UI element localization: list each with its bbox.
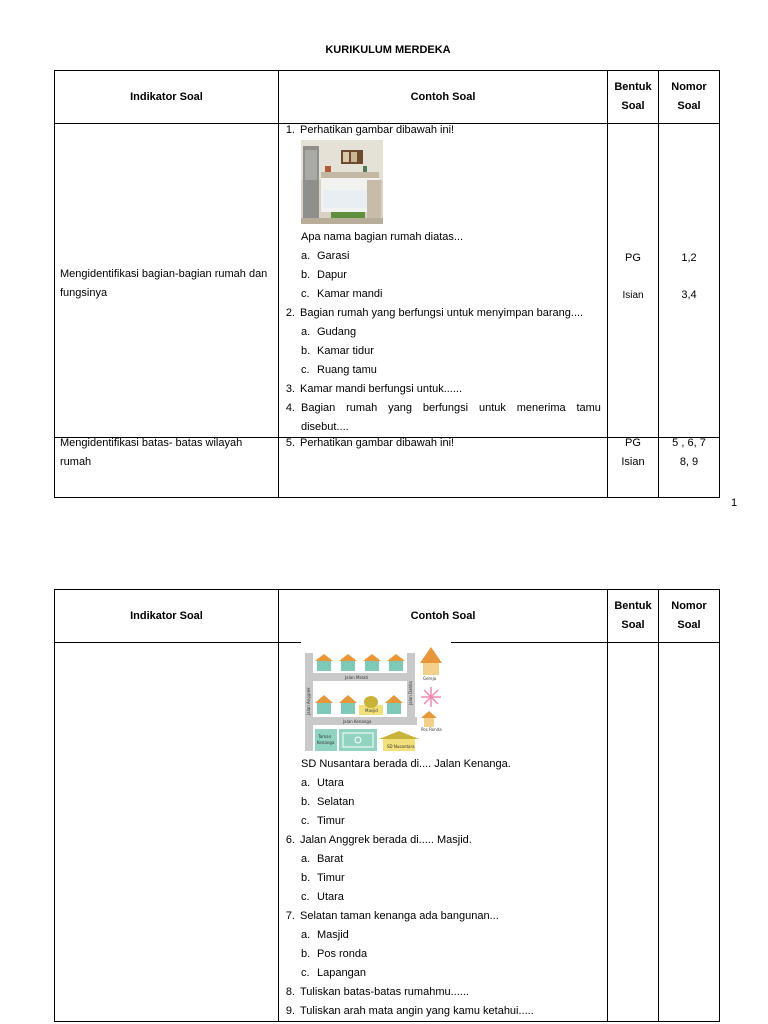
table-row bbox=[55, 643, 720, 1022]
header-contoh: Contoh Soal bbox=[279, 590, 608, 643]
question-8: 8. Tuliskan batas-batas rumahmu...... bbox=[285, 986, 469, 998]
svg-text:Jalan Melati: Jalan Melati bbox=[345, 675, 369, 680]
list-item: b. Dapur bbox=[301, 269, 347, 281]
list-item: c. Kamar mandi bbox=[301, 288, 383, 300]
question-7: 7. Selatan taman kenanga ada bangunan... bbox=[285, 910, 499, 922]
nomor-cell bbox=[659, 643, 720, 1022]
list-item: a. Utara bbox=[301, 777, 344, 789]
table-header-row bbox=[55, 590, 720, 643]
table-header-row bbox=[55, 71, 720, 124]
question-2: 2. Bagian rumah yang berfungsi untuk menyimpan barang.... bbox=[285, 307, 584, 319]
svg-text:Pos Ronda: Pos Ronda bbox=[421, 727, 442, 732]
header-indikator: Indikator Soal bbox=[55, 590, 279, 643]
list-item: a. Gudang bbox=[301, 326, 357, 338]
question-5-text: SD Nusantara berada di.... Jalan Kenanga. bbox=[301, 758, 511, 770]
contoh-cell bbox=[279, 124, 608, 438]
contoh-cell bbox=[279, 643, 608, 1022]
svg-text:Kenanga: Kenanga bbox=[317, 740, 335, 745]
header-nomor: Nomor Soal bbox=[659, 590, 720, 643]
list-item: c. Utara bbox=[301, 891, 344, 903]
svg-text:SD Nusantara: SD Nusantara bbox=[387, 744, 415, 749]
question-6: 6. Jalan Anggrek berada di..... Masjid. bbox=[285, 834, 472, 846]
list-item: b. Pos ronda bbox=[301, 948, 368, 960]
svg-text:Taman: Taman bbox=[318, 734, 332, 739]
question-9: 9. Tuliskan arah mata angin yang kamu ketahui..... bbox=[285, 1005, 534, 1017]
bentuk-cell: PG Isian bbox=[608, 438, 659, 498]
question-1: 1. Perhatikan gambar dibawah ini! bbox=[285, 124, 455, 136]
table-row bbox=[55, 438, 720, 498]
kitchen-image bbox=[279, 140, 607, 228]
neighborhood-map-icon bbox=[301, 645, 451, 755]
nomor-cell: 1,2 3,4 bbox=[659, 124, 720, 438]
svg-text:Jalan Kenanga: Jalan Kenanga bbox=[343, 719, 372, 724]
question-3: 3. Kamar mandi berfungsi untuk...... bbox=[285, 383, 463, 395]
table-row bbox=[55, 124, 720, 438]
header-contoh: Contoh Soal bbox=[279, 71, 608, 124]
header-bentuk: Bentuk Soal bbox=[608, 590, 659, 643]
indikator-cell: Mengidentifikasi batas- batas wilayah rumah bbox=[55, 438, 279, 498]
map-image bbox=[279, 643, 607, 755]
question-table-2 bbox=[54, 589, 720, 1022]
contoh-cell bbox=[279, 438, 608, 498]
header-nomor: Nomor Soal bbox=[659, 71, 720, 124]
list-item: b. Selatan bbox=[301, 796, 355, 808]
list-item: c. Timur bbox=[301, 815, 345, 827]
nomor-cell: 5 , 6, 7 8, 9 bbox=[659, 438, 720, 498]
list-item: a. Barat bbox=[301, 853, 344, 865]
indikator-cell bbox=[55, 643, 279, 1022]
list-item: b. Kamar tidur bbox=[301, 345, 374, 357]
list-item: a. Garasi bbox=[301, 250, 350, 262]
list-item: c. Lapangan bbox=[301, 967, 366, 979]
indikator-cell: Mengidentifikasi bagian-bagian rumah dan fungsinya bbox=[55, 124, 279, 438]
bentuk-cell bbox=[608, 643, 659, 1022]
svg-text:Gereja: Gereja bbox=[423, 676, 437, 681]
bentuk-cell: PG Isian bbox=[608, 124, 659, 438]
question-5: 5. Perhatikan gambar dibawah ini! bbox=[285, 437, 455, 449]
header-bentuk: Bentuk Soal bbox=[608, 71, 659, 124]
question-1-text: Apa nama bagian rumah diatas... bbox=[301, 231, 464, 243]
question-table-1 bbox=[54, 70, 720, 498]
kitchen-photo-icon bbox=[301, 140, 383, 224]
svg-text:Masjid: Masjid bbox=[365, 708, 378, 713]
page-number: 1 bbox=[731, 497, 738, 509]
svg-text:Jalan Dahlia: Jalan Dahlia bbox=[408, 681, 413, 705]
header-indikator: Indikator Soal bbox=[55, 71, 279, 124]
list-item: c. Ruang tamu bbox=[301, 364, 377, 376]
question-4: 4. Bagian rumah yang berfungsi untuk menerima tamu disebut.... bbox=[285, 402, 601, 433]
list-item: a. Masjid bbox=[301, 929, 349, 941]
document-title: KURIKULUM MERDEKA bbox=[325, 44, 451, 56]
list-item: b. Timur bbox=[301, 872, 345, 884]
svg-text:Jalan Anggrek: Jalan Anggrek bbox=[306, 687, 311, 715]
